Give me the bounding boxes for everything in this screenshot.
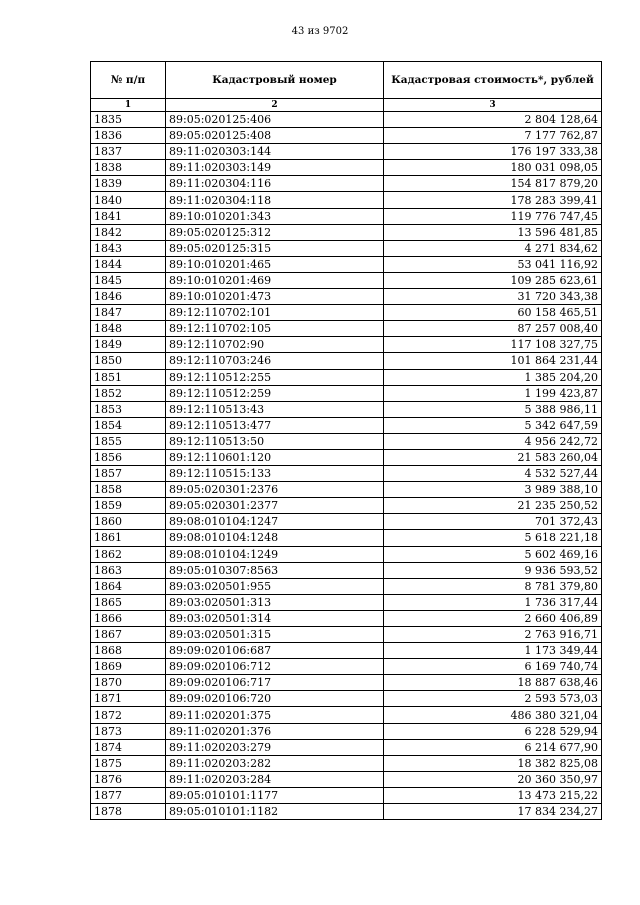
table-row [91,610,602,626]
cadastral-value-cell: 6 169 740,74 [384,659,602,675]
cadastral-value-cell: 17 834 234,27 [384,804,602,820]
column-number-row [91,99,602,112]
cadastral-value-cell: 3 989 388,10 [384,482,602,498]
cadastral-value-cell: 1 385 204,20 [384,369,602,385]
cadastral-number-cell: 89:11:020203:284 [166,771,384,787]
row-number-cell: 1878 [91,804,166,820]
table-row [91,482,602,498]
row-number-cell: 1862 [91,546,166,562]
table-row [91,643,602,659]
table-row [91,128,602,144]
table-row [91,594,602,610]
cadastral-value-cell: 31 720 343,38 [384,289,602,305]
table-row [91,498,602,514]
cadastral-value-cell: 180 031 098,05 [384,160,602,176]
header-row-number: № п/п [91,62,166,99]
table-row [91,707,602,723]
cadastral-number-cell: 89:10:010201:343 [166,208,384,224]
cadastral-value-cell: 701 372,43 [384,514,602,530]
cadastral-number-cell: 89:03:020501:955 [166,578,384,594]
row-number-cell: 1848 [91,321,166,337]
row-number-cell: 1861 [91,530,166,546]
table-row [91,433,602,449]
table-body [91,112,602,820]
row-number-cell: 1853 [91,401,166,417]
table-row [91,208,602,224]
cadastral-value-cell: 2 593 573,03 [384,691,602,707]
table-row [91,514,602,530]
cadastral-value-cell: 13 473 215,22 [384,787,602,803]
table-row [91,546,602,562]
table-row [91,627,602,643]
table-row [91,755,602,771]
row-number-cell: 1857 [91,466,166,482]
cadastral-value-cell: 1 199 423,87 [384,385,602,401]
cadastral-number-cell: 89:11:020303:149 [166,160,384,176]
cadastral-value-cell: 1 736 317,44 [384,594,602,610]
cadastral-number-cell: 89:05:020125:408 [166,128,384,144]
cadastral-number-cell: 89:12:110703:246 [166,353,384,369]
table-row [91,289,602,305]
cadastral-number-cell: 89:08:010104:1249 [166,546,384,562]
cadastral-number-cell: 89:05:020125:406 [166,112,384,128]
cadastral-value-cell: 178 283 399,41 [384,192,602,208]
column-number: 3 [384,99,602,112]
row-number-cell: 1865 [91,594,166,610]
row-number-cell: 1841 [91,208,166,224]
column-number: 2 [166,99,384,112]
cadastral-number-cell: 89:10:010201:469 [166,272,384,288]
table-row [91,787,602,803]
cadastral-value-cell: 60 158 465,51 [384,305,602,321]
row-number-cell: 1870 [91,675,166,691]
cadastral-number-cell: 89:09:020106:712 [166,659,384,675]
cadastral-value-cell: 21 583 260,04 [384,449,602,465]
cadastral-number-cell: 89:12:110513:477 [166,417,384,433]
row-number-cell: 1850 [91,353,166,369]
cadastral-value-cell: 2 660 406,89 [384,610,602,626]
row-number-cell: 1868 [91,643,166,659]
column-number: 1 [91,99,166,112]
table-row [91,659,602,675]
cadastral-value-cell: 5 342 647,59 [384,417,602,433]
cadastral-table [90,61,602,820]
row-number-cell: 1859 [91,498,166,514]
cadastral-number-cell: 89:12:110513:43 [166,401,384,417]
row-number-cell: 1854 [91,417,166,433]
table-row [91,401,602,417]
cadastral-value-cell: 5 602 469,16 [384,546,602,562]
row-number-cell: 1866 [91,610,166,626]
cadastral-value-cell: 2 763 916,71 [384,627,602,643]
table-row [91,272,602,288]
cadastral-value-cell: 2 804 128,64 [384,112,602,128]
cadastral-value-cell: 6 214 677,90 [384,739,602,755]
cadastral-value-cell: 4 271 834,62 [384,240,602,256]
table-row [91,739,602,755]
cadastral-number-cell: 89:05:010101:1182 [166,804,384,820]
cadastral-number-cell: 89:08:010104:1248 [166,530,384,546]
cadastral-number-cell: 89:11:020203:279 [166,739,384,755]
cadastral-number-cell: 89:09:020106:687 [166,643,384,659]
cadastral-number-cell: 89:10:010201:465 [166,256,384,272]
table-row [91,224,602,240]
table-row [91,176,602,192]
row-number-cell: 1860 [91,514,166,530]
row-number-cell: 1835 [91,112,166,128]
cadastral-number-cell: 89:03:020501:315 [166,627,384,643]
table-row [91,353,602,369]
cadastral-number-cell: 89:05:010101:1177 [166,787,384,803]
cadastral-value-cell: 117 108 327,75 [384,337,602,353]
row-number-cell: 1836 [91,128,166,144]
cadastral-number-cell: 89:11:020304:116 [166,176,384,192]
row-number-cell: 1877 [91,787,166,803]
cadastral-number-cell: 89:11:020201:376 [166,723,384,739]
cadastral-value-cell: 21 235 250,52 [384,498,602,514]
cadastral-number-cell: 89:12:110702:101 [166,305,384,321]
row-number-cell: 1864 [91,578,166,594]
row-number-cell: 1855 [91,433,166,449]
table-row [91,337,602,353]
table-row [91,240,602,256]
cadastral-number-cell: 89:09:020106:717 [166,675,384,691]
cadastral-value-cell: 20 360 350,97 [384,771,602,787]
row-number-cell: 1837 [91,144,166,160]
table-row [91,675,602,691]
cadastral-value-cell: 7 177 762,87 [384,128,602,144]
cadastral-value-cell: 13 596 481,85 [384,224,602,240]
cadastral-number-cell: 89:12:110512:259 [166,385,384,401]
cadastral-number-cell: 89:12:110601:120 [166,449,384,465]
row-number-cell: 1849 [91,337,166,353]
cadastral-value-cell: 119 776 747,45 [384,208,602,224]
row-number-cell: 1846 [91,289,166,305]
cadastral-value-cell: 109 285 623,61 [384,272,602,288]
table-row [91,305,602,321]
row-number-cell: 1875 [91,755,166,771]
cadastral-number-cell: 89:03:020501:314 [166,610,384,626]
cadastral-number-cell: 89:12:110513:50 [166,433,384,449]
cadastral-value-cell: 53 041 116,92 [384,256,602,272]
row-number-cell: 1840 [91,192,166,208]
cadastral-value-cell: 1 173 349,44 [384,643,602,659]
cadastral-value-cell: 87 257 008,40 [384,321,602,337]
cadastral-value-cell: 4 956 242,72 [384,433,602,449]
row-number-cell: 1869 [91,659,166,675]
cadastral-number-cell: 89:11:020304:118 [166,192,384,208]
cadastral-value-cell: 6 228 529,94 [384,723,602,739]
row-number-cell: 1839 [91,176,166,192]
table-row [91,691,602,707]
table-row [91,771,602,787]
cadastral-number-cell: 89:08:010104:1247 [166,514,384,530]
row-number-cell: 1872 [91,707,166,723]
cadastral-value-cell: 8 781 379,80 [384,578,602,594]
table-row [91,321,602,337]
row-number-cell: 1873 [91,723,166,739]
table-row [91,578,602,594]
cadastral-number-cell: 89:11:020303:144 [166,144,384,160]
cadastral-number-cell: 89:03:020501:313 [166,594,384,610]
cadastral-number-cell: 89:10:010201:473 [166,289,384,305]
cadastral-number-cell: 89:11:020203:282 [166,755,384,771]
row-number-cell: 1851 [91,369,166,385]
row-number-cell: 1871 [91,691,166,707]
cadastral-number-cell: 89:12:110512:255 [166,369,384,385]
cadastral-number-cell: 89:05:020301:2376 [166,482,384,498]
row-number-cell: 1838 [91,160,166,176]
table-row [91,804,602,820]
cadastral-number-cell: 89:05:020301:2377 [166,498,384,514]
cadastral-value-cell: 101 864 231,44 [384,353,602,369]
cadastral-number-cell: 89:12:110515:133 [166,466,384,482]
table-row [91,112,602,128]
table-row [91,256,602,272]
row-number-cell: 1842 [91,224,166,240]
table-row [91,369,602,385]
header-cadastral-value: Кадастровая стоимость*, рублей [384,62,602,99]
row-number-cell: 1858 [91,482,166,498]
cadastral-number-cell: 89:11:020201:375 [166,707,384,723]
table-row [91,466,602,482]
cadastral-number-cell: 89:12:110702:105 [166,321,384,337]
cadastral-number-cell: 89:05:020125:315 [166,240,384,256]
cadastral-value-cell: 5 618 221,18 [384,530,602,546]
table-row [91,417,602,433]
table-row [91,144,602,160]
cadastral-value-cell: 5 388 986,11 [384,401,602,417]
cadastral-value-cell: 176 197 333,38 [384,144,602,160]
cadastral-number-cell: 89:05:010307:8563 [166,562,384,578]
table-row [91,723,602,739]
table-row [91,449,602,465]
page-number: 43 из 9702 [291,26,349,37]
table-row [91,385,602,401]
row-number-cell: 1876 [91,771,166,787]
table-row [91,160,602,176]
cadastral-number-cell: 89:05:020125:312 [166,224,384,240]
cadastral-number-cell: 89:12:110702:90 [166,337,384,353]
cadastral-number-cell: 89:09:020106:720 [166,691,384,707]
row-number-cell: 1863 [91,562,166,578]
cadastral-value-cell: 18 382 825,08 [384,755,602,771]
table-row [91,530,602,546]
cadastral-value-cell: 486 380 321,04 [384,707,602,723]
row-number-cell: 1852 [91,385,166,401]
table-header-row [91,62,602,99]
row-number-cell: 1867 [91,627,166,643]
row-number-cell: 1874 [91,739,166,755]
row-number-cell: 1856 [91,449,166,465]
row-number-cell: 1843 [91,240,166,256]
table-row [91,562,602,578]
row-number-cell: 1845 [91,272,166,288]
cadastral-value-cell: 18 887 638,46 [384,675,602,691]
row-number-cell: 1844 [91,256,166,272]
header-cadastral-number: Кадастровый номер [166,62,384,99]
cadastral-value-cell: 154 817 879,20 [384,176,602,192]
row-number-cell: 1847 [91,305,166,321]
cadastral-value-cell: 4 532 527,44 [384,466,602,482]
table-row [91,192,602,208]
cadastral-value-cell: 9 936 593,52 [384,562,602,578]
